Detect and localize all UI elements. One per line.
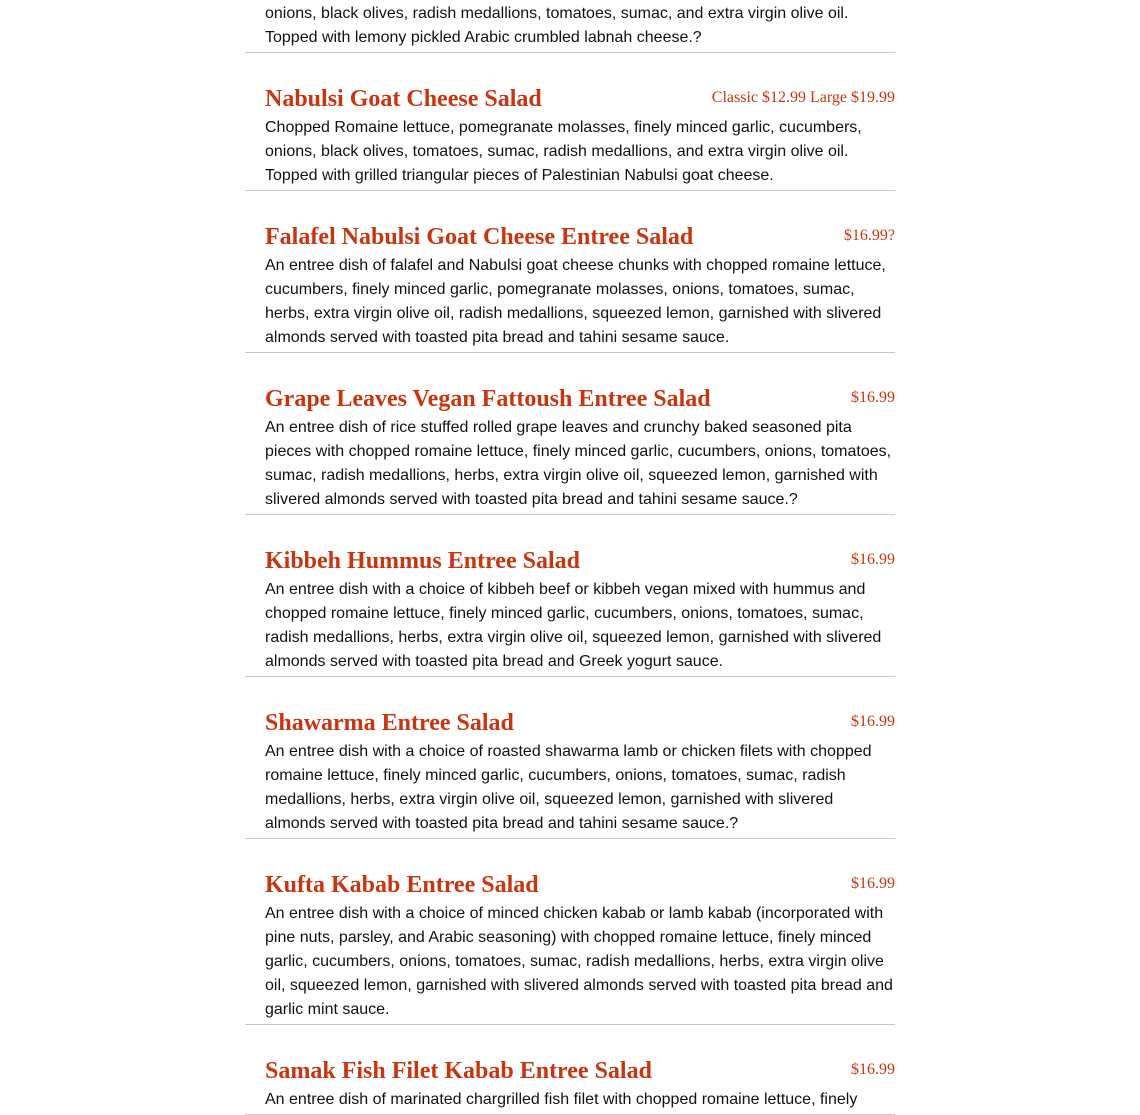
menu-item-price: $16.99? <box>843 227 895 244</box>
menu-item-description: An entree dish with a choice of minced chicken kabab or lamb kabab (incorporated with pine nuts, parsley, and Arabic seasoning) with chopped romaine lettuce, finely minced garlic, cucumbers, onions, tomatoes, sumac, radish medallions, herbs, extra virgin olive oil, squeezed lemon, garnished with slivered almonds served with toasted pita bread and garlic mint sauce. <box>265 905 893 1018</box>
menu-item-description: An entree dish of marinated chargrilled fish filet with chopped romaine lettuce, finely <box>265 1091 858 1108</box>
menu-item-grape-leaves-vegan-fattoush-entree-salad <box>245 353 895 515</box>
menu-item-nabulsi-goat-cheese-salad <box>245 53 895 191</box>
menu-item-price: $16.99 <box>851 1061 895 1078</box>
menu-item-price: $16.99 <box>851 713 895 730</box>
menu-item-title: Samak Fish Filet Kabab Entree Salad <box>265 1058 652 1084</box>
menu-item-shawarma-entree-salad <box>245 677 895 839</box>
menu-item-title: Shawarma Entree Salad <box>265 710 514 736</box>
menu-item-title: Grape Leaves Vegan Fattoush Entree Salad <box>265 386 711 412</box>
menu-item-kufta-kabab-entree-salad <box>245 839 895 1025</box>
menu-item-title: Kufta Kabab Entree Salad <box>265 872 539 898</box>
menu-item-price: $16.99 <box>851 551 895 568</box>
menu-item-description: Chopped Romaine lettuce, pomegranate molasses, finely minced garlic, cucumbers, onions, black olives, tomatoes, sumac, radish medallions, and extra virgin olive oil. Topped with grilled triangular pieces of Palestinian Nabulsi goat cheese. <box>265 119 862 184</box>
menu-item-description: An entree dish of rice stuffed rolled grape leaves and crunchy baked seasoned pita pieces with chopped romaine lettuce, finely minced garlic, cucumbers, onions, tomatoes, sumac, radish medallions, herbs, extra virgin olive oil, squeezed lemon, garnished with slivered almonds served with toasted pita bread and tahini sesame sauce.? <box>265 419 892 508</box>
menu-item-title: Nabulsi Goat Cheese Salad <box>265 86 542 112</box>
menu-item-price: Classic $12.99 Large $19.99 <box>711 89 895 106</box>
menu-item-description: An entree dish of falafel and Nabulsi goat cheese chunks with chopped romaine lettuce, cucumbers, finely minced garlic, pomegranate molasses, onions, tomatoes, sumac, herbs, extra virgin olive oil, radish medallions, squeezed lemon, garnished with slivered almonds served with toasted pita bread and tahini sesame sauce. <box>265 257 886 346</box>
menu-item-price: $16.99 <box>851 875 895 892</box>
menu-item-title: Kibbeh Hummus Entree Salad <box>265 548 580 574</box>
menu-item-samak-fish-filet-kabab-entree-salad <box>245 1025 895 1115</box>
menu-item-top-salad <box>245 0 895 53</box>
menu-item-title: Falafel Nabulsi Goat Cheese Entree Salad <box>265 224 694 250</box>
menu-item-price: $16.99 <box>851 389 895 406</box>
menu-item-description: An entree dish with a choice of kibbeh beef or kibbeh vegan mixed with hummus and chopped romaine lettuce, finely minced garlic, cucumbers, onions, tomatoes, sumac, radish medallions, herbs, extra virgin olive oil, squeezed lemon, garnished with slivered almonds served with toasted pita bread and Greek yogurt sauce. <box>265 581 882 670</box>
menu-list <box>245 0 895 1115</box>
menu-item-kibbeh-hummus-entree-salad <box>245 515 895 677</box>
menu-item-description: An entree dish with a choice of roasted shawarma lamb or chicken filets with chopped romaine lettuce, finely minced garlic, cucumbers, onions, tomatoes, sumac, radish medallions, herbs, extra virgin olive oil, squeezed lemon, garnished with slivered almonds served with toasted pita bread and tahini sesame sauce.? <box>265 743 872 832</box>
menu-item-falafel-nabulsi-goat-cheese-entree-salad <box>245 191 895 353</box>
menu-item-description: onions, black olives, radish medallions, tomatoes, sumac, and extra virgin olive oil. Topped with lemony pickled Arabic crumbled labnah cheese.? <box>265 5 849 46</box>
